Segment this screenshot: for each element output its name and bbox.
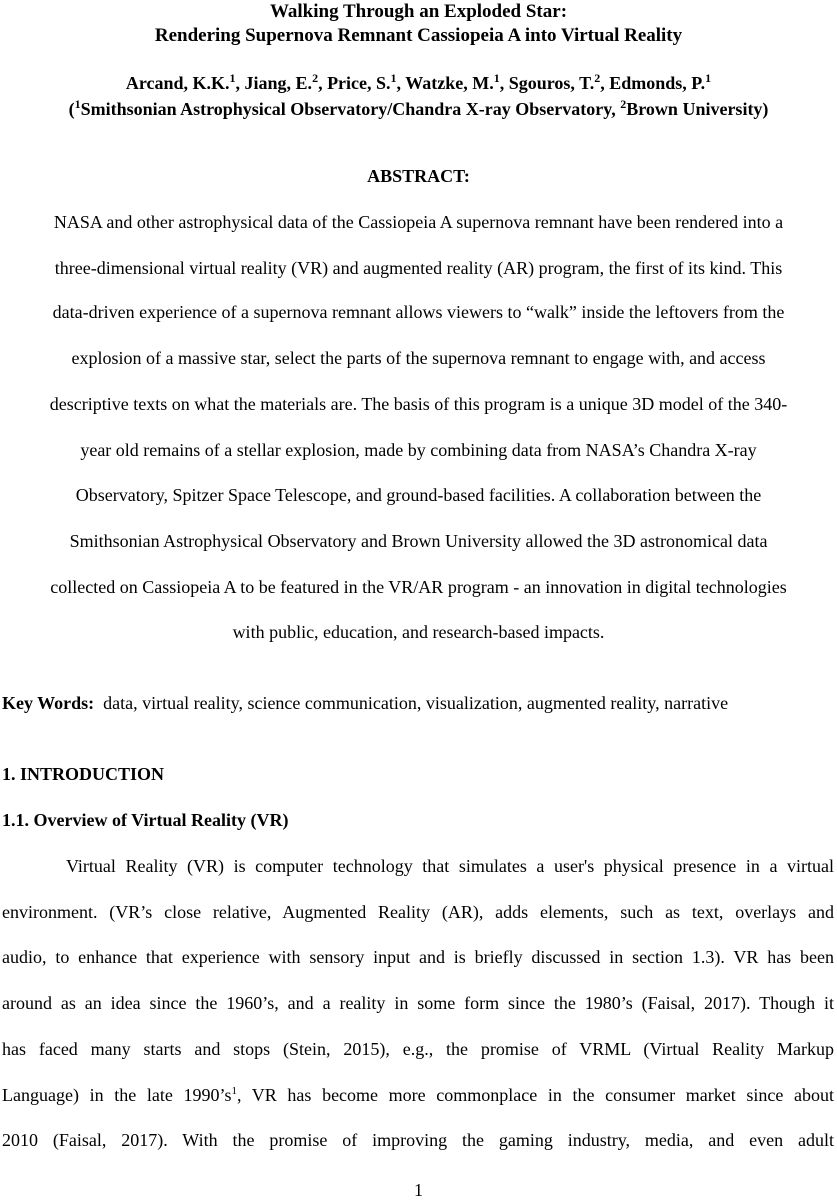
keywords [2, 690, 728, 716]
keywords-text: data, virtual reality, science communication, visualization, augmented reality, narrative [103, 693, 729, 713]
author-4: Watzke, M.$^1$, [405, 71, 509, 93]
paper-title-line-2: Rendering Supernova Remnant Cassiopeia A into Virtual Reality [154, 25, 683, 46]
abstract-line: descriptive texts on what the materials are. The basis of this program is a unique 3D model of the 340- [49, 394, 788, 414]
abstract-line: with public, education, and research-based impacts. [232, 622, 605, 642]
abstract-line: three-dimensional virtual reality (VR) and augmented reality (AR) program, the first of its kind. This [54, 258, 783, 278]
author-1: Arcand, K.K.$^1$, [125, 71, 245, 93]
author-5: Sgouros, T.$^2$, [508, 71, 610, 93]
author-list [0, 70, 837, 96]
body-line: has faced many starts and stops (Stein, 2015), e.g., the promise of VRML (Virtual Reality Markup [2, 1039, 834, 1059]
abstract-line: explosion of a massive star, select the parts of the supernova remnant to engage with, and access [71, 348, 766, 368]
body-line: Language) in the late $1990’s^1$, VR has become more commonplace in the consumer market since about [2, 1085, 834, 1105]
body-line: 2010 (Faisal, 2017). With the promise of improving the gaming industry, media, and even adult [2, 1130, 834, 1150]
affiliations: ($^1$Smithsonian Astrophysical Observatory/Chandra X-ray Observatory, $^2$Brown University) [68, 97, 769, 119]
subsection-heading-overview-vr: 1.1. Overview of Virtual Reality (VR) [2, 810, 289, 830]
body-line: audio, to enhance that experience with sensory input and is briefly discussed in section 1.3). VR has been [2, 947, 834, 967]
section-heading-introduction: 1. INTRODUCTION [2, 764, 165, 784]
paper-title-line-1: Walking Through an Exploded Star: [269, 1, 568, 22]
abstract-line: Observatory, Spitzer Space Telescope, and ground-based facilities. A collaboration between the [75, 485, 762, 505]
abstract-line: NASA and other astrophysical data of the Cassiopeia A supernova remnant have been rendered into a [53, 212, 784, 232]
author-6: Edmonds, P.$^1$ [609, 71, 712, 93]
abstract-line: data-driven experience of a supernova remnant allows viewers to “walk” inside the leftovers from the [52, 302, 785, 322]
footnote-marker: 1 [231, 1085, 237, 1097]
author-3: Price, S.$^1$, [327, 71, 406, 93]
author-2: Jiang, E.$^2$, [244, 71, 328, 93]
body-line: around as an idea since the 1960’s, and a reality in some form since the 1980’s (Faisal, 2017). Though it [2, 993, 834, 1013]
keywords-label: Key Words: [2, 693, 95, 713]
abstract-line: Smithsonian Astrophysical Observatory and Brown University allowed the 3D astronomical data [69, 531, 768, 551]
abstract-heading: ABSTRACT: [367, 166, 470, 186]
body-line: Virtual Reality (VR) is computer technology that simulates a user's physical presence in a virtual [66, 856, 834, 876]
page-number: 1 [414, 1180, 423, 1200]
abstract-line: collected on Cassiopeia A to be featured in the VR/AR program - an innovation in digital technologies [50, 577, 787, 597]
body-line: environment. (VR’s close relative, Augmented Reality (AR), adds elements, such as text, overlays and [2, 902, 834, 922]
abstract-line: year old remains of a stellar explosion, made by combining data from NASA’s Chandra X-ray [80, 440, 757, 460]
